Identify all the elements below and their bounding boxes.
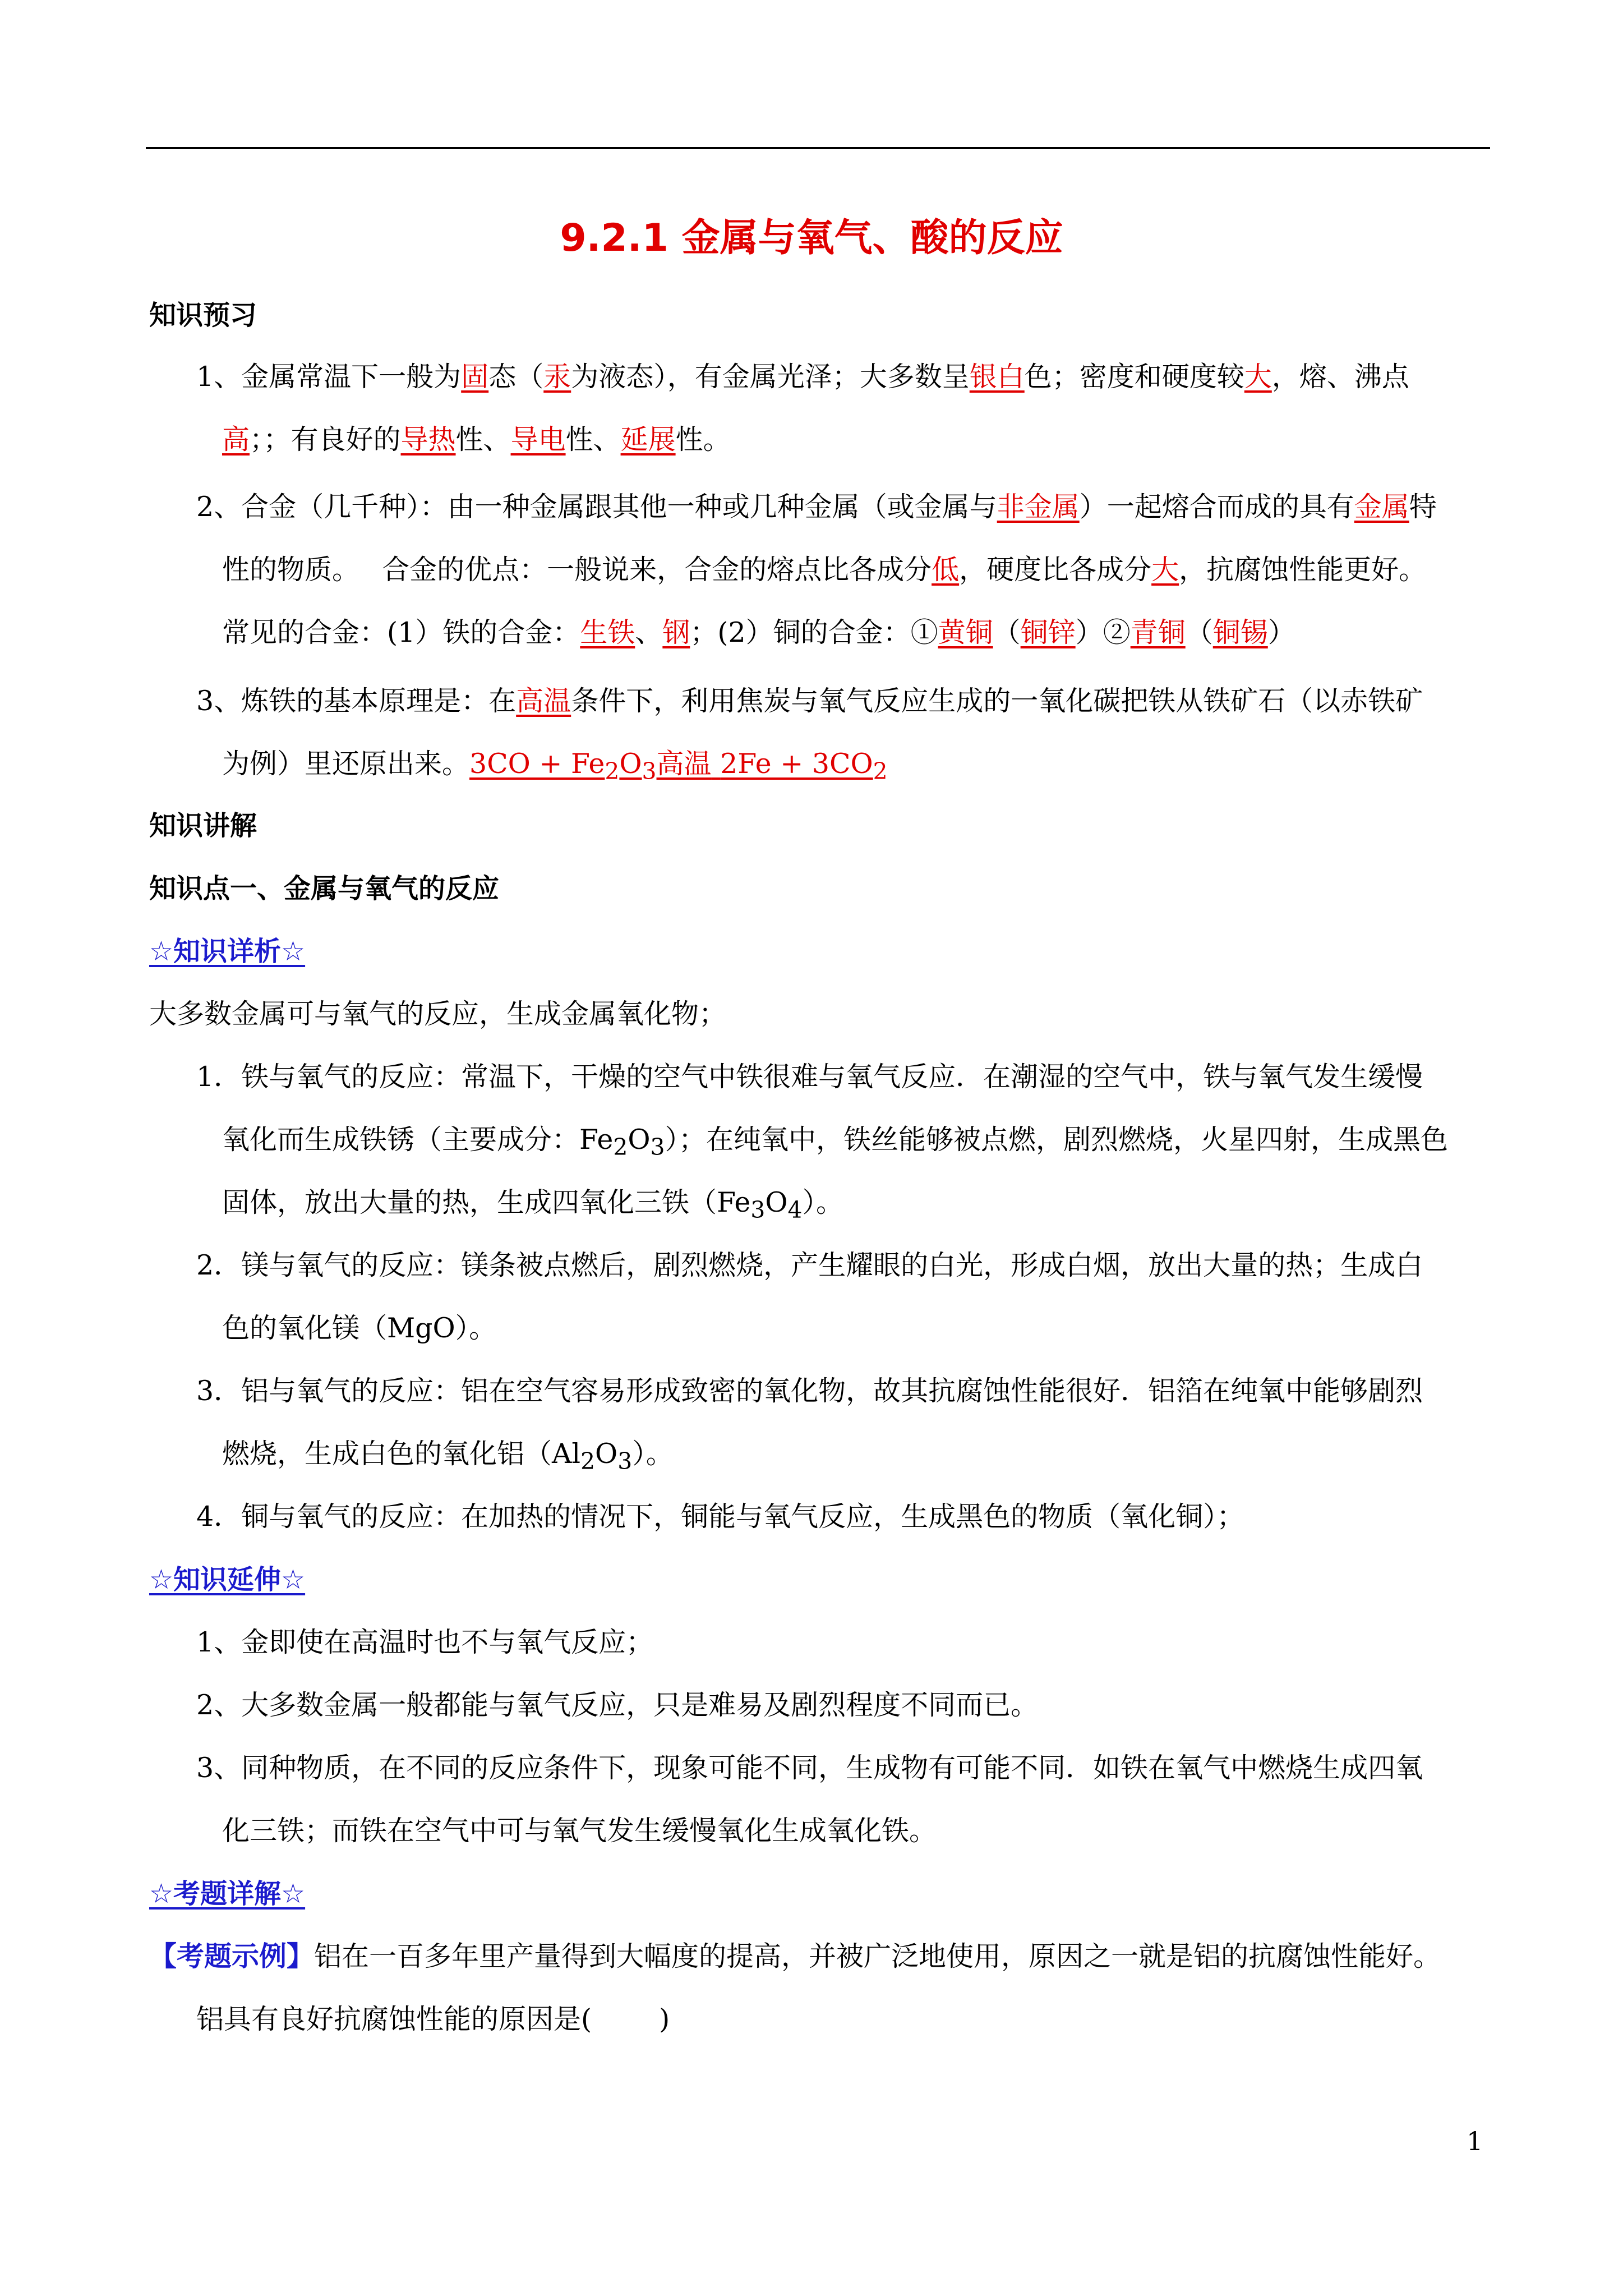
preview-item1-line1: 1、金属常温下一般为固态（汞为液态），有金属光泽；大多数呈银白色；密度和硬度较大，熔、沸点: [196, 361, 1409, 393]
exam-heading: ☆考题详解☆: [149, 1878, 306, 1910]
iron-oxygen-line2: 氧化而生成铁锈（主要成分：$Fe_2O_3$）；在纯氧中，铁丝能够被点燃，剧烈燃烧，火星四射，生成黑色: [222, 1124, 1448, 1161]
aluminum-oxygen-line2: 燃烧，生成白色的氧化铝$(Al_2O_3)$。: [222, 1438, 674, 1475]
preview-heading: 知识预习: [149, 300, 257, 331]
extension-item-3-line2: 化三铁；而铁在空气中可与氧气发生缓慢氧化生成氧化铁。: [222, 1815, 937, 1847]
header-rule: [146, 147, 1490, 149]
exam-question-line1: 【考题示例】铝在一百多年里产量得到大幅度的提高，并被广泛地使用，原因之一就是铝的抗腐蚀性能好。: [149, 1940, 1441, 1972]
copper-oxygen-line1: 4．铜与氧气的反应：在加热的情况下，铜能与氧气反应，生成黑色的物质（氧化铜）；: [196, 1501, 1244, 1533]
preview-item3-line1: 3、炼铁的基本原理是：在高温条件下，利用焦炭与氧气反应生成的一氧化碳把铁从铁矿石（以赤铁矿: [196, 685, 1423, 717]
aluminum-oxygen-line1: 3．铝与氧气的反应：铝在空气容易形成致密的氧化物，故其抗腐蚀性能很好．铝箔在纯氧中能够剧烈: [196, 1375, 1423, 1407]
preview-item1-line2: 高；；有良好的导热性、导电性、延展性。: [222, 424, 731, 455]
magnesium-oxygen-line2: 色的氧化镁（MgO）。: [222, 1312, 497, 1344]
knowledge-point-1: 知识点一、金属与氧气的反应: [149, 873, 500, 904]
preview-item2-line2: 性的物质。 合金的优点：一般说来，合金的熔点比各成分低，硬度比各成分大，抗腐蚀性能更好。: [222, 554, 1427, 586]
iron-oxygen-line1: 1．铁与氧气的反应：常温下，干燥的空气中铁很难与氧气反应．在潮湿的空气中，铁与氧气发生缓慢: [196, 1061, 1423, 1093]
lecture-heading: 知识讲解: [149, 810, 257, 841]
exam-question-line2: 铝具有良好抗腐蚀性能的原因是( ): [196, 2003, 670, 2035]
extension-heading: ☆知识延伸☆: [149, 1564, 306, 1595]
magnesium-oxygen-line1: 2．镁与氧气的反应：镁条被点燃后，剧烈燃烧，产生耀眼的白光，形成白烟，放出大量的热；生成白: [196, 1249, 1423, 1281]
preview-item2-line1: 2、合金（几千种）：由一种金属跟其他一种或几种金属（或金属与非金属）一起熔合而成的具有金属特: [196, 491, 1437, 523]
detail-analysis-heading: ☆知识详析☆: [149, 936, 306, 967]
detail-intro: 大多数金属可与氧气的反应，生成金属氧化物；: [149, 998, 727, 1030]
iron-oxygen-line3: 固体，放出大量的热，生成四氧化三铁$(Fe_3O_4)$。: [222, 1186, 843, 1223]
preview-item2-line3: 常见的合金：(1）铁的合金：生铁、钢；(2）铜的合金：①黄铜（铜锌）②青铜（铜锡）: [222, 616, 1295, 648]
extension-item-1: 1、金即使在高温时也不与氧气反应；: [196, 1626, 654, 1658]
exam-tag: 【考题示例】: [149, 1940, 315, 1972]
page-number: 1: [1467, 2126, 1483, 2156]
extension-item-3-line1: 3、同种物质，在不同的反应条件下，现象可能不同，生成物有可能不同．如铁在氧气中燃烧生成四氧: [196, 1752, 1423, 1784]
extension-item-2: 2、大多数金属一般都能与氧气反应，只是难易及剧烈程度不同而已。: [196, 1689, 1039, 1721]
page-title: 9.2.1 金属与氧气、酸的反应: [560, 216, 1063, 260]
ironmaking-equation: $3CO + Fe_2O_3$高温 $2Fe + 3CO_2$: [469, 748, 888, 785]
preview-item3-line2: 为例）里还原出来。$3CO + Fe_2O_3$高温 $2Fe + 3CO_2$: [222, 748, 888, 785]
